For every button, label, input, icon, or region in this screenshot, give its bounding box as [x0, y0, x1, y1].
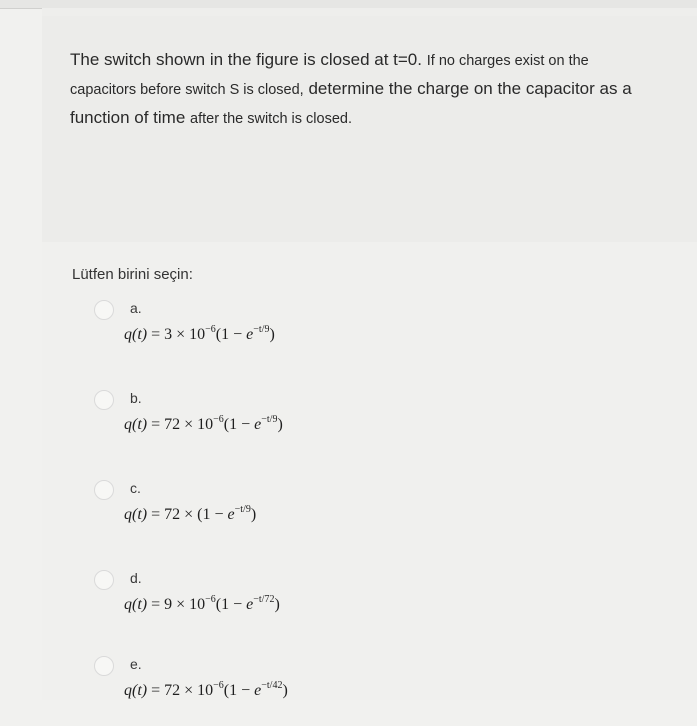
formula-eq: = 72 × 10: [147, 416, 214, 433]
formula-lhs: q(t): [124, 416, 148, 433]
formula-exp2: −t/72: [253, 594, 275, 605]
option-formula: [124, 416, 283, 434]
formula-exp1: −6: [205, 324, 216, 335]
option-letter: b.: [130, 390, 142, 406]
select-prompt: Lütfen birini seçin:: [72, 266, 193, 283]
formula-exp1: −6: [213, 414, 224, 425]
option-letter: a.: [130, 300, 142, 316]
radio-button-a[interactable]: [94, 300, 114, 320]
option-b[interactable]: [100, 390, 500, 460]
formula-exp2: −t/9: [261, 414, 278, 425]
formula-e: e: [227, 506, 235, 523]
question-part-5: function of time: [70, 108, 186, 127]
question-part-3: capacitors before switch S is closed,: [70, 82, 304, 98]
formula-eq: = 72 ×: [147, 506, 198, 523]
formula-exp2: −t/42: [261, 680, 283, 691]
formula-close: ): [250, 506, 257, 523]
formula-close: ): [277, 416, 283, 433]
formula-lhs: q(t): [124, 326, 148, 343]
formula-eq: = 3 × 10: [147, 326, 206, 343]
option-letter: e.: [130, 656, 142, 672]
formula-close: ): [282, 682, 288, 699]
formula-paren: (1 −: [223, 682, 255, 699]
formula-eq: = 72 × 10: [147, 682, 214, 699]
radio-button-e[interactable]: [94, 656, 114, 676]
formula-lhs: q(t): [124, 596, 148, 613]
option-a[interactable]: [100, 300, 500, 370]
option-formula: [124, 596, 280, 614]
formula-lhs: q(t): [124, 506, 148, 523]
formula-e: e: [254, 682, 262, 699]
formula-exp1: −6: [213, 680, 224, 691]
radio-button-b[interactable]: [94, 390, 114, 410]
question-part-4: determine the charge on the capacitor as a: [308, 79, 632, 98]
question-box: [42, 16, 697, 243]
formula-paren: (1 −: [197, 506, 228, 523]
formula-e: e: [246, 596, 254, 613]
question-panel: [42, 8, 697, 700]
radio-button-d[interactable]: [94, 570, 114, 590]
option-letter: c.: [130, 480, 141, 496]
formula-paren: (1 −: [215, 326, 247, 343]
option-d[interactable]: [100, 570, 500, 640]
formula-eq: = 9 × 10: [147, 596, 206, 613]
question-text: [70, 46, 670, 133]
formula-e: e: [254, 416, 262, 433]
formula-lhs: q(t): [124, 682, 148, 699]
formula-e: e: [246, 326, 254, 343]
option-e[interactable]: [100, 656, 500, 726]
question-part-2: If no charges exist on the: [426, 53, 589, 69]
option-letter: d.: [130, 570, 142, 586]
formula-close: ): [269, 326, 275, 343]
option-formula: [124, 682, 288, 700]
option-formula: [124, 506, 256, 524]
answer-area: [42, 242, 697, 700]
radio-button-c[interactable]: [94, 480, 114, 500]
formula-exp2: −t/9: [234, 504, 251, 515]
question-part-1: The switch shown in the figure is closed at t=0.: [70, 50, 422, 69]
formula-exp1: −6: [205, 594, 216, 605]
option-formula: [124, 326, 275, 344]
formula-paren: (1 −: [215, 596, 247, 613]
formula-close: ): [274, 596, 280, 613]
formula-paren: (1 −: [223, 416, 255, 433]
formula-exp2: −t/9: [253, 324, 270, 335]
question-part-6: after the switch is closed.: [190, 111, 353, 127]
option-c[interactable]: [100, 480, 500, 550]
